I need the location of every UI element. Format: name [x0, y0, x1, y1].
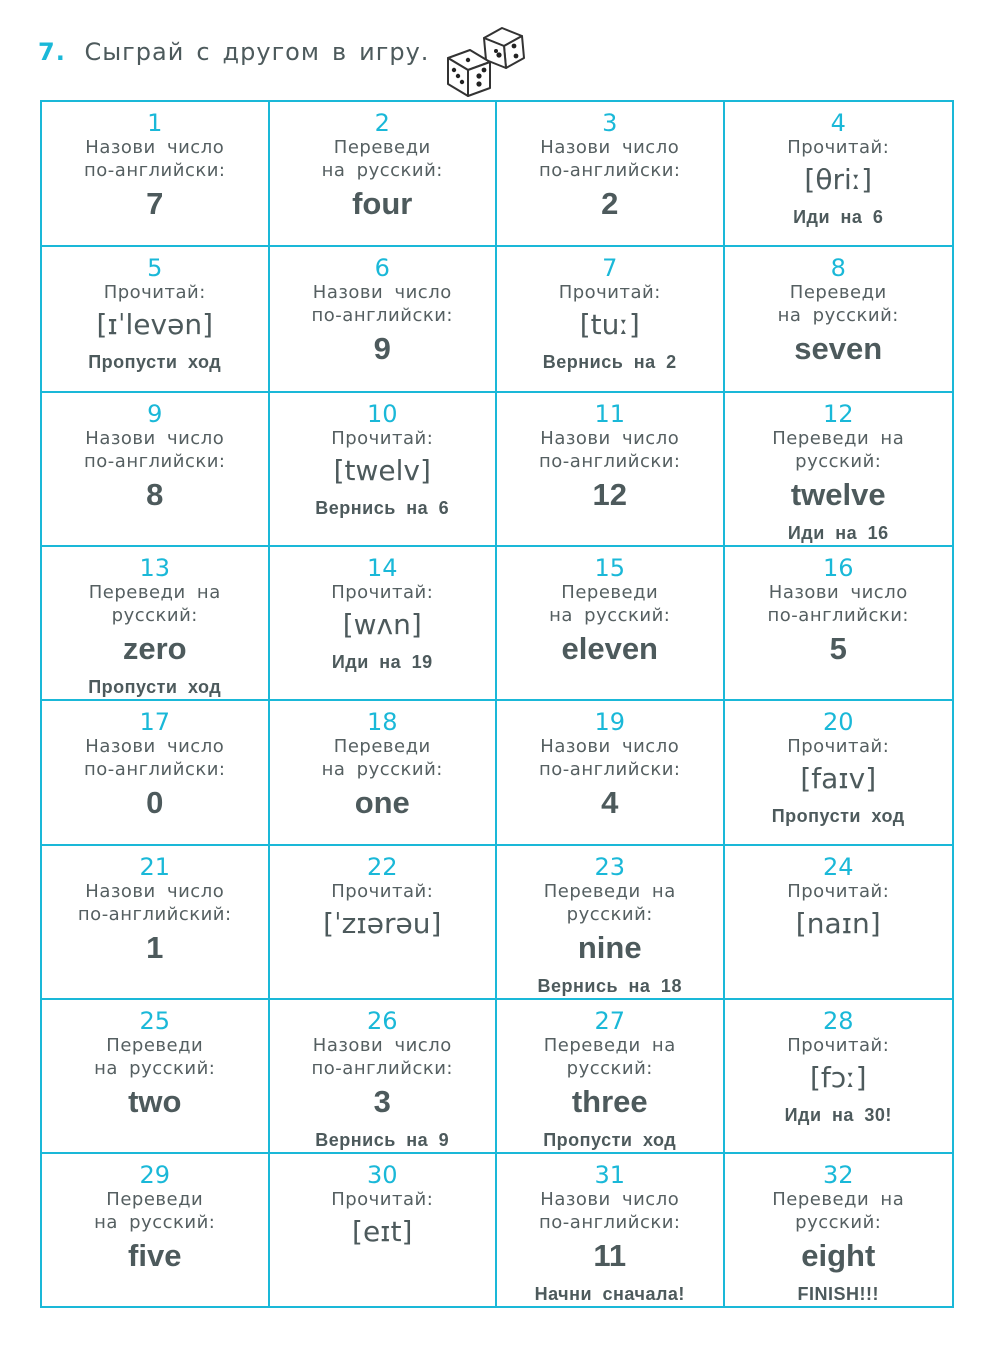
cell-task: 2	[601, 186, 619, 221]
cell-number: 5	[147, 254, 163, 283]
cell-transcription: [fɔː]	[809, 1060, 867, 1094]
cell-action: Начни сначала!	[534, 1283, 685, 1304]
cell-number: 27	[594, 1006, 626, 1035]
board-cell-16	[725, 547, 953, 701]
cell-instruction: Прочитай:	[558, 282, 661, 304]
cell-number: 26	[366, 1006, 398, 1035]
cell-number: 14	[366, 553, 398, 582]
cell-number: 2	[374, 109, 390, 137]
cell-instruction-line2: на русский:	[549, 604, 671, 626]
board-cell-25	[42, 1000, 270, 1154]
cell-instruction: Переведи	[106, 1188, 204, 1210]
cell-task: three	[571, 1083, 648, 1119]
cell-number: 12	[822, 399, 854, 428]
cell-instruction-line2: на русский:	[321, 160, 443, 181]
cell-action: FINISH!!!	[797, 1283, 879, 1304]
cell-action: Вернись на 6	[315, 497, 450, 518]
board-cell-30	[270, 1154, 498, 1306]
cell-instruction-line2: по-английски:	[767, 604, 909, 626]
cell-action: Иди на 16	[787, 522, 889, 543]
cell-number: 32	[822, 1160, 854, 1189]
cell-task: twelve	[790, 476, 886, 512]
cell-instruction-line2: по-английски:	[311, 1057, 453, 1079]
cell-instruction-line2: по-английски:	[84, 758, 226, 780]
cell-instruction: Назови число	[540, 1188, 680, 1210]
cell-number: 4	[830, 109, 846, 137]
cell-number: 31	[594, 1160, 626, 1189]
cell-instruction: Прочитай:	[787, 735, 890, 757]
cell-number: 3	[602, 109, 618, 137]
cell-task: 5	[829, 630, 847, 666]
instruction-word: другом	[222, 38, 320, 66]
cell-instruction: Прочитай:	[103, 282, 206, 304]
board-cell-8	[725, 247, 953, 392]
cell-instruction: Переведи	[789, 282, 887, 304]
instruction-word: Сыграй	[84, 38, 185, 66]
cell-instruction-line2: на русский:	[321, 758, 443, 780]
instruction-word: в	[331, 38, 348, 66]
cell-instruction: Переведи на русский:	[88, 581, 221, 626]
cell-instruction: Прочитай:	[787, 880, 890, 902]
cell-instruction-line2: по-английски:	[311, 305, 453, 327]
cell-instruction: Прочитай:	[331, 880, 434, 902]
cell-task: 9	[373, 331, 391, 367]
cell-instruction-line2: на русский:	[94, 1057, 216, 1079]
cell-number: 24	[822, 852, 854, 881]
cell-task: eight	[801, 1237, 876, 1273]
board-cell-3	[497, 102, 725, 247]
cell-instruction: Прочитай:	[787, 1034, 890, 1056]
cell-instruction-line2: на русский:	[94, 1211, 216, 1233]
board-cell-6	[270, 247, 498, 392]
cell-number: 1	[147, 109, 163, 137]
board-cell-4	[725, 102, 953, 247]
exercise-instruction	[84, 38, 441, 66]
instruction-word: игру.	[359, 38, 430, 66]
cell-task: 1	[146, 929, 164, 965]
board-cell-21	[42, 846, 270, 1000]
cell-task: nine	[577, 929, 642, 965]
cell-task: 8	[146, 476, 164, 512]
cell-instruction: Назови число	[312, 1034, 452, 1056]
cell-number: 21	[139, 852, 171, 881]
cell-action: Пропусти ход	[88, 676, 222, 697]
cell-number: 20	[822, 707, 854, 736]
cell-task: four	[352, 186, 413, 221]
cell-task: two	[128, 1083, 182, 1119]
cell-number: 8	[830, 254, 846, 283]
cell-instruction: Назови число	[85, 880, 225, 902]
cell-task: zero	[122, 630, 187, 666]
cell-number: 25	[139, 1006, 171, 1035]
cell-task: 12	[592, 476, 627, 512]
cell-transcription: [faɪv]	[800, 761, 877, 795]
board-cell-18	[270, 701, 498, 846]
board-cell-32	[725, 1154, 953, 1306]
cell-action: Иди на 30!	[784, 1104, 892, 1125]
cell-task: seven	[794, 331, 883, 367]
cell-instruction: Назови число	[85, 137, 225, 158]
cell-transcription: [wʌn]	[342, 607, 422, 641]
cell-instruction: Назови число	[540, 735, 680, 757]
cell-instruction-line2: на русский:	[777, 305, 899, 327]
cell-task: 3	[373, 1083, 391, 1119]
cell-instruction: Переведи	[333, 735, 431, 757]
cell-instruction: Назови число	[768, 581, 908, 603]
exercise-number: 7.	[38, 38, 66, 66]
cell-transcription: [twelv]	[333, 453, 431, 487]
cell-instruction: Назови число	[312, 282, 452, 304]
board-cell-15	[497, 547, 725, 701]
board-cell-5	[42, 247, 270, 392]
board-cell-7	[497, 247, 725, 392]
cell-transcription: [naɪn]	[795, 906, 881, 940]
board-cell-24	[725, 846, 953, 1000]
cell-instruction-line2: по-английски:	[539, 1211, 681, 1233]
cell-instruction: Прочитай:	[331, 1188, 434, 1210]
cell-number: 18	[366, 707, 398, 736]
cell-task: eleven	[561, 630, 658, 666]
board-cell-20	[725, 701, 953, 846]
cell-number: 13	[139, 553, 171, 582]
board-cell-17	[42, 701, 270, 846]
board-cell-9	[42, 393, 270, 547]
cell-number: 29	[139, 1160, 171, 1189]
cell-task: 0	[146, 784, 164, 820]
cell-transcription: [tuː]	[579, 308, 640, 342]
cell-number: 22	[366, 852, 398, 881]
board-cell-29	[42, 1154, 270, 1306]
cell-instruction-line2: по-английский:	[77, 903, 232, 925]
cell-number: 30	[366, 1160, 398, 1189]
board-cell-13	[42, 547, 270, 701]
cell-number: 16	[822, 553, 854, 582]
dice-icon	[440, 24, 532, 102]
cell-instruction: Прочитай:	[331, 581, 434, 603]
board-cell-11	[497, 393, 725, 547]
cell-number: 23	[594, 852, 626, 881]
cell-number: 9	[147, 399, 163, 428]
cell-instruction: Назови число	[540, 137, 680, 158]
cell-number: 11	[594, 399, 626, 428]
cell-instruction: Переведи на русский:	[543, 880, 676, 925]
cell-instruction: Переведи	[333, 137, 431, 158]
cell-transcription: [ˈzɪərəu]	[323, 906, 442, 940]
cell-instruction-line2: по-английски:	[539, 758, 681, 780]
cell-instruction-line2: по-английски:	[539, 160, 681, 181]
board-cell-27	[497, 1000, 725, 1154]
cell-task: 11	[593, 1237, 627, 1273]
board-cell-2	[270, 102, 498, 247]
board-cell-31	[497, 1154, 725, 1306]
board-cell-14	[270, 547, 498, 701]
board-cell-10	[270, 393, 498, 547]
cell-task: one	[354, 784, 410, 820]
board-cell-1	[42, 102, 270, 247]
cell-instruction-line2: по-английски:	[84, 450, 226, 472]
cell-number: 19	[594, 707, 626, 736]
cell-action: Пропусти ход	[88, 352, 222, 373]
cell-action: Иди на 6	[793, 207, 884, 227]
board-cell-23	[497, 846, 725, 1000]
instruction-word: с	[196, 38, 211, 66]
cell-instruction: Переведи на русский:	[772, 1188, 905, 1233]
cell-action: Иди на 19	[331, 651, 433, 672]
cell-transcription: [eɪt]	[352, 1214, 413, 1248]
cell-task: 4	[601, 784, 619, 820]
cell-instruction: Переведи на русский:	[772, 427, 905, 472]
exercise-title	[38, 38, 441, 66]
cell-instruction: Переведи	[561, 581, 659, 603]
cell-number: 15	[594, 553, 626, 582]
cell-instruction: Переведи на русский:	[543, 1034, 676, 1079]
cell-action: Вернись на 2	[542, 352, 677, 373]
cell-action: Вернись на 18	[537, 975, 682, 996]
cell-instruction: Прочитай:	[787, 137, 890, 158]
cell-task: 7	[146, 186, 164, 221]
board-cell-19	[497, 701, 725, 846]
cell-action: Пропусти ход	[543, 1129, 677, 1150]
cell-action: Пропусти ход	[771, 805, 905, 826]
game-board	[40, 100, 954, 1308]
cell-transcription: [θriː]	[804, 163, 873, 196]
cell-instruction: Назови число	[540, 427, 680, 449]
cell-number: 17	[139, 707, 171, 736]
cell-number: 7	[602, 254, 618, 283]
cell-instruction: Прочитай:	[331, 427, 434, 449]
cell-action: Вернись на 9	[315, 1129, 450, 1150]
cell-instruction: Переведи	[106, 1034, 204, 1056]
cell-number: 28	[822, 1006, 854, 1035]
cell-number: 6	[374, 254, 390, 283]
cell-instruction-line2: по-английски:	[539, 450, 681, 472]
cell-task: five	[128, 1237, 182, 1273]
board-cell-22	[270, 846, 498, 1000]
cell-number: 10	[366, 399, 398, 428]
board-cell-12	[725, 393, 953, 547]
board-cell-26	[270, 1000, 498, 1154]
cell-instruction: Назови число	[85, 427, 225, 449]
cell-instruction-line2: по-английски:	[84, 160, 226, 181]
board-cell-28	[725, 1000, 953, 1154]
cell-instruction: Назови число	[85, 735, 225, 757]
cell-transcription: [ɪˈlevən]	[96, 308, 213, 342]
